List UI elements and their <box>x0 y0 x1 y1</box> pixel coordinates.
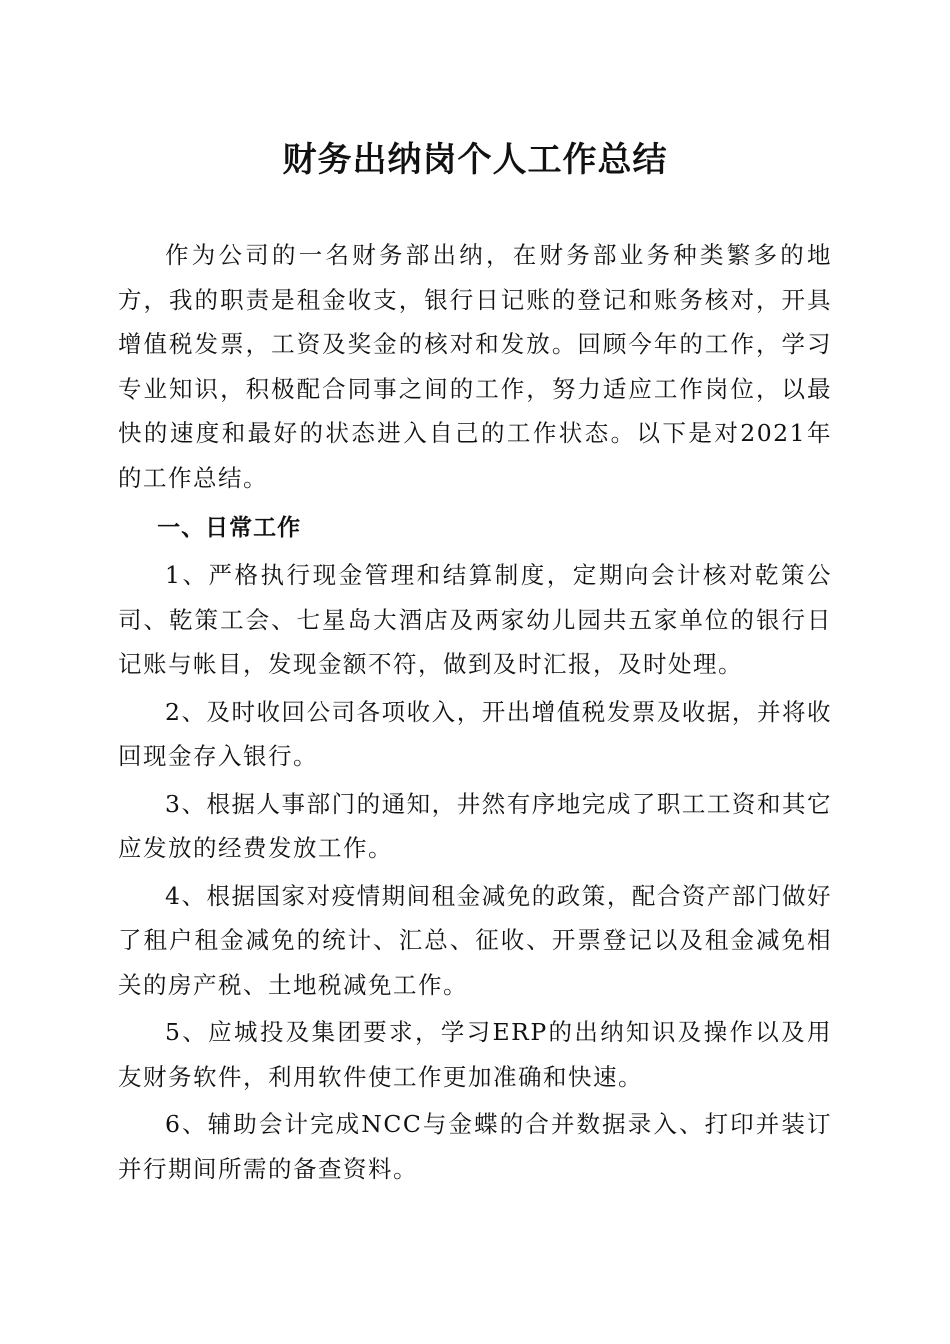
list-item: 2、及时收回公司各项收入，开出增值税发票及收据，并将收回现金存入银行。 <box>118 697 832 770</box>
list-item: 5、应城投及集团要求，学习ERP的出纳知识及操作以及用友财务软件，利用软件使工作更加准确和快速。 <box>118 1018 832 1091</box>
list-item: 4、根据国家对疫情期间租金减免的政策，配合资产部门做好了租户租金减免的统计、汇总、征收、开票登记以及租金减免相关的房产税、土地税减免工作。 <box>118 881 832 999</box>
intro-paragraph: 作为公司的一名财务部出纳，在财务部业务种类繁多的地方，我的职责是租金收支，银行日记账的登记和账务核对，开具增值税发票，工资及奖金的核对和发放。回顾今年的工作，学习专业知识，积极配合同事之间的工作，努力适应工作岗位，以最快的速度和最好的状态进入自己的工作状态。以下是对2021年的工作总结。 <box>118 241 832 492</box>
list-item: 1、严格执行现金管理和结算制度，定期向会计核对乾策公司、乾策工会、七星岛大酒店及两家幼儿园共五家单位的银行日记账与帐目，发现金额不符，做到及时汇报，及时处理。 <box>118 561 832 678</box>
section-heading: 一、日常工作 <box>157 515 302 541</box>
document-title: 财务出纳岗个人工作总结 <box>282 140 668 180</box>
list-item: 6、辅助会计完成NCC与金蝶的合并数据录入、打印并装订并行期间所需的备查资料。 <box>118 1110 832 1183</box>
document-body <box>118 233 832 1194</box>
list-item: 3、根据人事部门的通知，井然有序地完成了职工工资和其它应发放的经费发放工作。 <box>118 789 832 862</box>
